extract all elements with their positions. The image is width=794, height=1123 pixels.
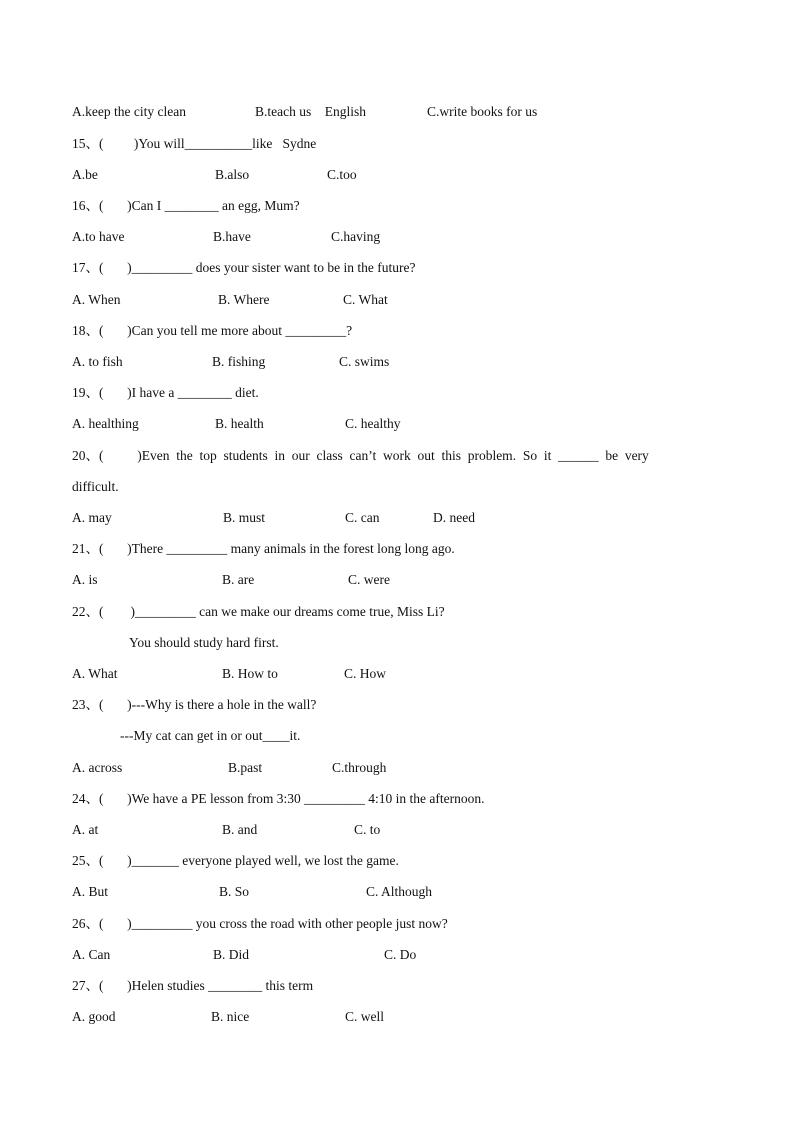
q26-option-b: B. Did <box>213 947 250 962</box>
q27-option-c: C. well <box>345 1009 384 1024</box>
question-22: 22、( )_________ can we make our dreams come true, Miss Li? <box>72 604 445 619</box>
q19-option-c: C. healthy <box>345 416 401 431</box>
q17-option-c: C. What <box>343 292 388 307</box>
q25-option-a: A. But <box>72 884 109 899</box>
q27-option-a: A. good <box>72 1009 116 1024</box>
q18-option-c: C. swims <box>339 354 390 369</box>
q16-option-b: B.have <box>213 229 251 244</box>
question-20: 20、( )Even the top students in our class can’t work out this problem. So it ______ be very <box>72 448 649 463</box>
q25-option-b: B. So <box>219 884 250 899</box>
q21-option-a: A. is <box>72 572 98 587</box>
q15-option-a: A.be <box>72 167 98 182</box>
question-17: 17、( )_________ does your sister want to be in the future? <box>72 260 416 275</box>
q23-option-c: C.through <box>332 760 387 775</box>
q22-option-a: A. What <box>72 666 118 681</box>
question-23-continued: ---My cat can get in or out____it. <box>120 728 301 743</box>
question-18: 18、( )Can you tell me more about _________? <box>72 323 353 338</box>
q14-option-a: A.keep the city clean <box>72 104 186 119</box>
q23-option-a: A. across <box>72 760 123 775</box>
q24-option-b: B. and <box>222 822 258 837</box>
q15-option-b: B.also <box>215 167 250 182</box>
q18-option-a: A. to fish <box>72 354 123 369</box>
q24-option-a: A. at <box>72 822 99 837</box>
q21-option-c: C. were <box>348 572 390 587</box>
q22-option-b: B. How to <box>222 666 278 681</box>
question-27: 27、( )Helen studies ________ this term <box>72 978 314 993</box>
question-21: 21、( )There _________ many animals in the forest long long ago. <box>72 541 455 556</box>
q17-option-a: A. When <box>72 292 121 307</box>
question-16: 16、( )Can I ________ an egg, Mum? <box>72 198 300 213</box>
question-25: 25、( )_______ everyone played well, we lost the game. <box>72 853 399 868</box>
question-24: 24、( )We have a PE lesson from 3:30 _________ 4:10 in the afternoon. <box>72 791 485 806</box>
q17-option-b: B. Where <box>218 292 270 307</box>
q26-option-c: C. Do <box>384 947 417 962</box>
q20-option-d: D. need <box>433 510 475 525</box>
q16-option-a: A.to have <box>72 229 125 244</box>
q20-option-c: C. can <box>345 510 380 525</box>
q20-option-b: B. must <box>223 510 266 525</box>
q14-option-c: C.write books for us <box>427 104 538 119</box>
q21-option-b: B. are <box>222 572 255 587</box>
question-23: 23、( )---Why is there a hole in the wall? <box>72 697 317 712</box>
question-15: 15、( )You will__________like Sydne <box>72 136 317 151</box>
q26-option-a: A. Can <box>72 947 111 962</box>
question-20-continued: difficult. <box>72 479 119 494</box>
q14-option-b: B.teach us English <box>255 104 366 119</box>
q27-option-b: B. nice <box>211 1009 250 1024</box>
q24-option-c: C. to <box>354 822 381 837</box>
q19-option-b: B. health <box>215 416 264 431</box>
q23-option-b: B.past <box>228 760 263 775</box>
q22-option-c: C. How <box>344 666 387 681</box>
question-22-continued: You should study hard first. <box>129 635 279 650</box>
q25-option-c: C. Although <box>366 884 433 899</box>
q20-option-a: A. may <box>72 510 112 525</box>
q15-option-c: C.too <box>327 167 357 182</box>
q18-option-b: B. fishing <box>212 354 266 369</box>
question-19: 19、( )I have a ________ diet. <box>72 385 259 400</box>
q19-option-a: A. healthing <box>72 416 139 431</box>
question-26: 26、( )_________ you cross the road with other people just now? <box>72 916 448 931</box>
q16-option-c: C.having <box>331 229 381 244</box>
